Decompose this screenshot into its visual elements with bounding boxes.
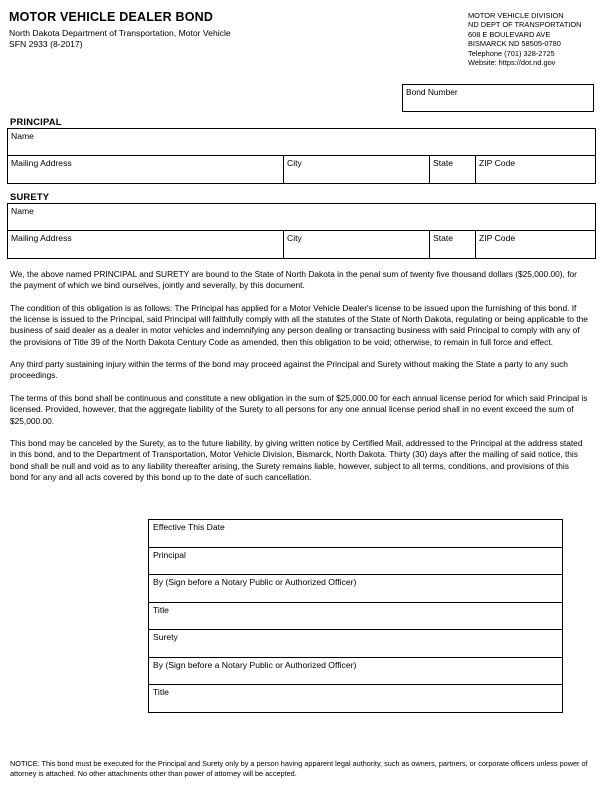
- dept-line: 608 E BOULEVARD AVE: [468, 29, 551, 39]
- surety-by-signature-field[interactable]: [149, 657, 563, 685]
- terms-paragraph: The terms of this bond shall be continuous and constitute a new obligation in the sum of $25,000.00 for each annual license period for which said Principal is licensed. Provided, however, that the aggregate liability of the Surety to all persons for any one annual license period shall in no event exceed the sum of $25,000.00.: [10, 393, 588, 426]
- surety-state-label: State: [433, 233, 454, 243]
- principal-heading: PRINCIPAL: [10, 116, 62, 127]
- signature-table: [148, 519, 563, 713]
- surety-signature-label: Surety: [153, 632, 178, 642]
- terms-paragraph: Any third party sustaining injury within the terms of the bond may proceed against the Principal and Surety without making the State a party to any such proceedings.: [10, 359, 568, 381]
- terms-paragraph: We, the above named PRINCIPAL and SURETY are bound to the State of North Dakota in the penal sum of twenty five thousand dollars ($25,000.00), for the payment of which we bind ourselves, jointly and severally, by this document.: [10, 269, 577, 291]
- principal-by-signature-field[interactable]: [149, 575, 563, 603]
- surety-zip-field[interactable]: [476, 231, 596, 259]
- form-subtitle: [9, 28, 231, 50]
- surety-address-field[interactable]: [8, 231, 284, 259]
- dept-line: Telephone (701) 328-2725: [468, 48, 555, 58]
- principal-name-label: Name: [11, 131, 34, 141]
- principal-city-label: City: [287, 158, 302, 168]
- principal-table: [7, 128, 596, 184]
- bond-number-field[interactable]: [402, 84, 594, 112]
- principal-by-label: By (Sign before a Notary Public or Authorized Officer): [153, 577, 357, 587]
- dept-line: BISMARCK ND 58505-0780: [468, 39, 561, 49]
- surety-city-field[interactable]: [284, 231, 430, 259]
- dept-line: MOTOR VEHICLE DIVISION: [468, 11, 564, 20]
- notice-text: NOTICE: This bond must be executed for the Principal and Surety only by a person having apparent legal authority, such as owners, partners, or corporate officers unless power of attorney is attached. No other attachments other than power of attorney will be accepted.: [10, 759, 588, 778]
- form-number: SFN 2933 (8-2017): [9, 39, 83, 49]
- form-title: MOTOR VEHICLE DEALER BOND: [9, 10, 214, 24]
- surety-city-label: City: [287, 233, 302, 243]
- surety-by-label: By (Sign before a Notary Public or Authorized Officer): [153, 659, 357, 670]
- principal-address-label: Mailing Address: [11, 158, 72, 168]
- effective-date-field[interactable]: [149, 520, 563, 548]
- surety-zip-label: ZIP Code: [479, 233, 516, 243]
- principal-zip-field[interactable]: [476, 156, 596, 184]
- principal-title-label: Title: [153, 604, 169, 615]
- principal-state-label: State: [433, 158, 454, 168]
- department-address-block: [468, 11, 581, 67]
- surety-name-field[interactable]: [8, 204, 596, 231]
- bond-terms: [10, 269, 588, 495]
- bond-number-label: Bond Number: [406, 87, 458, 97]
- surety-heading: SURETY: [10, 191, 50, 202]
- principal-title-field[interactable]: [149, 602, 563, 630]
- surety-address-label: Mailing Address: [11, 233, 72, 243]
- principal-name-field[interactable]: [8, 129, 596, 156]
- effective-date-label: Effective This Date: [153, 522, 225, 532]
- terms-paragraph: The condition of this obligation is as follows: The Principal has applied for a Motor Vehicle Dealer's license to be issued upon the furnishing of this bond. If the license is issued to the Principal, said Principal will faithfully comply with all the statutes of the State of North Dakota, regulating or being applicable to the business of said dealer as a dealer in motor vehicles and indemnifying any person dealing or transacting business with said Principal to comply with any of the provisions of Title 39 of the North Dakota Century Code as amended, then this obligation to be void; otherwise, to remain in full force and effect.: [10, 302, 588, 347]
- principal-signature-label: Principal: [153, 549, 186, 560]
- surety-name-label: Name: [11, 206, 34, 216]
- surety-signature-name-field[interactable]: [149, 630, 563, 658]
- principal-state-field[interactable]: [430, 156, 476, 184]
- dept-line: Website: https://dot.nd.gov: [468, 58, 556, 68]
- surety-title-label: Title: [153, 687, 169, 697]
- principal-signature-name-field[interactable]: [149, 547, 563, 575]
- surety-table: [7, 203, 596, 259]
- surety-state-field[interactable]: [430, 231, 476, 259]
- principal-zip-label: ZIP Code: [479, 158, 516, 168]
- surety-title-field[interactable]: [149, 685, 563, 713]
- principal-city-field[interactable]: [284, 156, 430, 184]
- terms-paragraph: This bond may be canceled by the Surety, as to the future liability, by giving written notice by Certified Mail, addressed to the Principal at the address stated in this bond, and to the Department of Transportation, Motor Vehicle Division, Bismarck, North Dakota. Thirty (30) days after the mailing of said notice, this bond shall be null and void as to any liability thereafter arising, the Surety remains liable, however, subject to all terms, conditions, and provisions of this bond for any and all acts covered by this bond up to the date of such cancellation.: [10, 438, 583, 482]
- agency-name: North Dakota Department of Transportation, Motor Vehicle: [9, 28, 231, 38]
- dept-line: ND DEPT OF TRANSPORTATION: [468, 20, 582, 30]
- principal-address-field[interactable]: [8, 156, 284, 184]
